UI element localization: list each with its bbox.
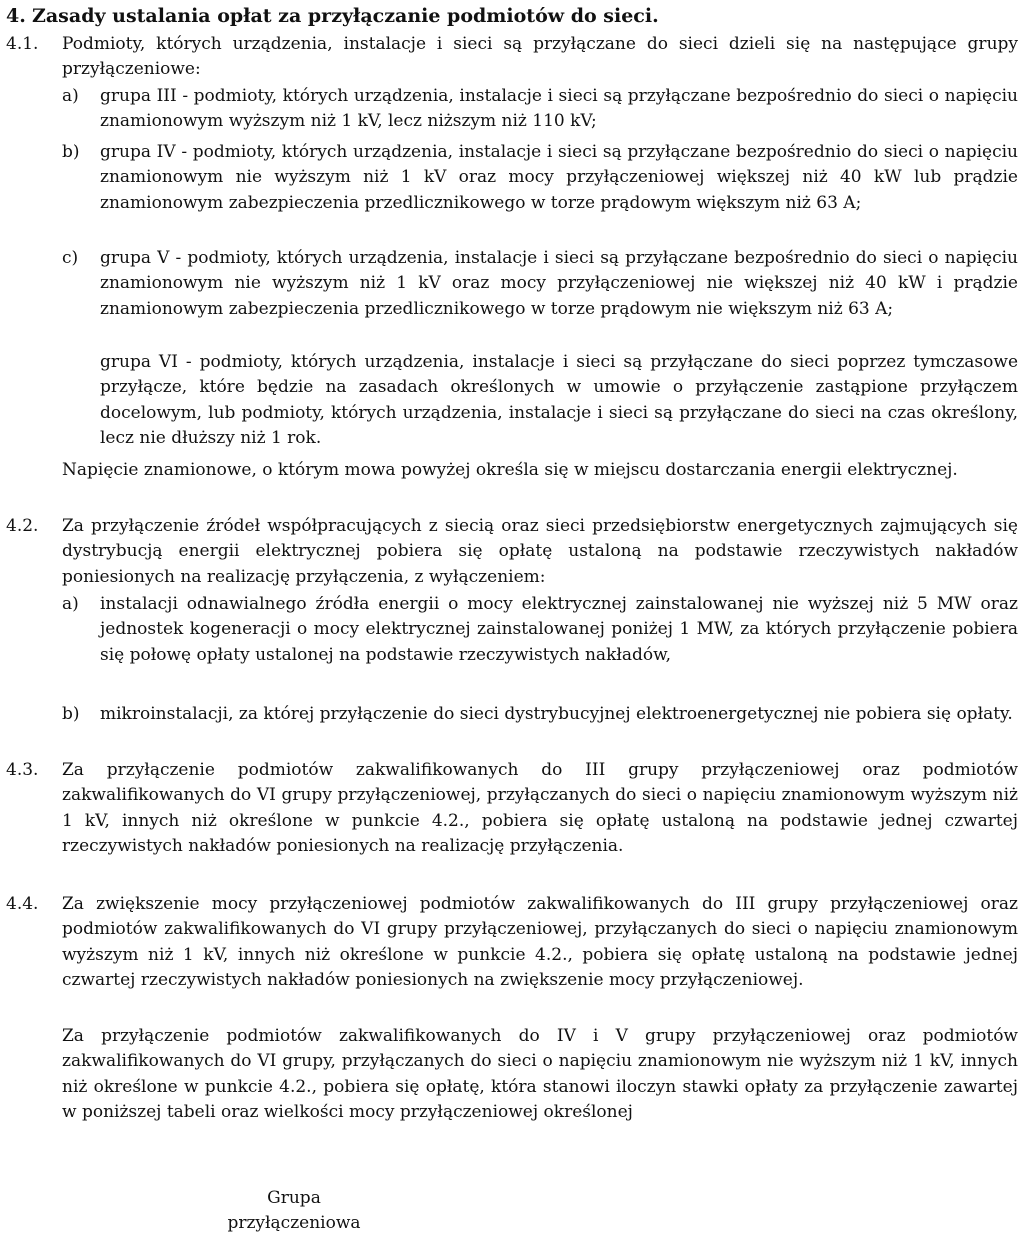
section-number: 4.3. — [6, 760, 39, 780]
section-note: Napięcie znamionowe, o którym mowa powyżej określa się w miejscu dostarczania energii elektrycznej. — [62, 460, 958, 480]
list-item-label: a) — [62, 594, 79, 614]
section-text-continued: Za przyłączenie podmiotów zakwalifikowanych do IV i V grupy przyłączeniowej oraz podmiotów zakwalifikowanych do VI grupy, przyłączanych do sieci o napięciu znamionowym nie wyższym niż 1 kV, innych niż określone w punkcie 4.2., pobiera się opłatę, która stanowi iloczyn stawki opłaty za przyłączenie zawartej w poniższej tabeli oraz wielkości mocy przyłączeniowej określonej — [62, 1026, 1018, 1122]
section-text: Za zwiększenie mocy przyłączeniowej podmiotów zakwalifikowanych do III grupy przyłączeniowej oraz podmiotów zakwalifikowanych do VI grupy przyłączeniowej, przyłączanych do sieci o napięciu znamionowym wyższym niż 1 kV, innych niż określone w punkcie 4.2., pobiera się opłatę ustaloną na podstawie jednej czwartej rzeczywistych nakładów poniesionych na zwiększenie mocy przyłączeniowej. — [62, 894, 1018, 990]
list-item-label: a) — [62, 86, 79, 106]
section-number: 4.4. — [6, 894, 39, 914]
section-intro: Podmioty, których urządzenia, instalacje i sieci są przyłączane do sieci dzieli się na następujące grupy przyłączeniowe: — [62, 34, 1018, 80]
list-item-label: b) — [62, 142, 80, 162]
section-text: Za przyłączenie podmiotów zakwalifikowanych do III grupy przyłączeniowej oraz podmiotów zakwalifikowanych do VI grupy przyłączeniowej, przyłączanych do sieci o napięciu znamionowym wyższym niż 1 kV, innych niż określone w punkcie 4.2., pobiera się opłatę ustaloną na podstawie jednej czwartej rzeczywistych nakładów poniesionych na realizację przyłączenia. — [62, 760, 1018, 856]
list-item-text: grupa IV - podmioty, których urządzenia, instalacje i sieci są przyłączane bezpośrednio do sieci o napięciu znamionowym nie wyższym niż 1 kV oraz mocy przyłączeniowej większej niż 40 kW lub prądzie znamionowym zabezpieczenia przedlicznikowego w torze prądowym większym niż 63 A; — [100, 142, 1018, 213]
section-intro: Za przyłączenie źródeł współpracujących z siecią oraz sieci przedsiębiorstw energetycznych zajmujących się dystrybucją energii elektrycznej pobiera się opłatę ustaloną na podstawie rzeczywistych nakładów poniesionych na realizację przyłączenia, z wyłączeniem: — [62, 516, 1018, 587]
section-heading — [6, 4, 659, 28]
list-item-label: b) — [62, 704, 80, 724]
section-number: 4.2. — [6, 516, 39, 536]
list-item-text: grupa V - podmioty, których urządzenia, instalacje i sieci są przyłączane bezpośrednio do sieci o napięciu znamionowym nie wyższym niż 1 kV oraz mocy przyłączeniowej nie większej niż 40 kW i prądzie znamionowym zabezpieczenia przedlicznikowego w torze prądowym nie większym niż 63 A; — [100, 248, 1018, 319]
list-item-text: mikroinstalacji, za której przyłączenie do sieci dystrybucyjnej elektroenergetycznej nie pobiera się opłaty. — [100, 704, 1013, 724]
section-heading-title: Zasady ustalania opłat za przyłączanie podmiotów do sieci. — [32, 5, 659, 27]
list-item-text: grupa VI - podmioty, których urządzenia, instalacje i sieci są przyłączane do sieci poprzez tymczasowe przyłącze, które będzie na zasadach określonych w umowie o przyłączenie zastąpione przyłączem docelowym, lub podmioty, których urządzenia, instalacje i sieci są przyłączane do sieci na czas określony, lecz nie dłuższy niż 1 rok. — [100, 352, 1018, 448]
list-item-text: instalacji odnawialnego źródła energii o mocy elektrycznej zainstalowanej nie wyższej niż 5 MW oraz jednostek kogeneracji o mocy elektrycznej zainstalowanej poniżej 1 MW, za których przyłączenie pobiera się połowę opłaty ustalonej na podstawie rzeczywistych nakładów, — [100, 594, 1018, 665]
section-heading-number: 4. — [6, 5, 26, 27]
list-item-text: grupa III - podmioty, których urządzenia, instalacje i sieci są przyłączane bezpośrednio do sieci o napięciu znamionowym wyższym niż 1 kV, lecz niższym niż 110 kV; — [100, 86, 1018, 132]
table-header-cell: Grupa przyłączeniowa — [227, 1188, 361, 1233]
section-number: 4.1. — [6, 34, 39, 54]
list-item-label: c) — [62, 248, 79, 268]
